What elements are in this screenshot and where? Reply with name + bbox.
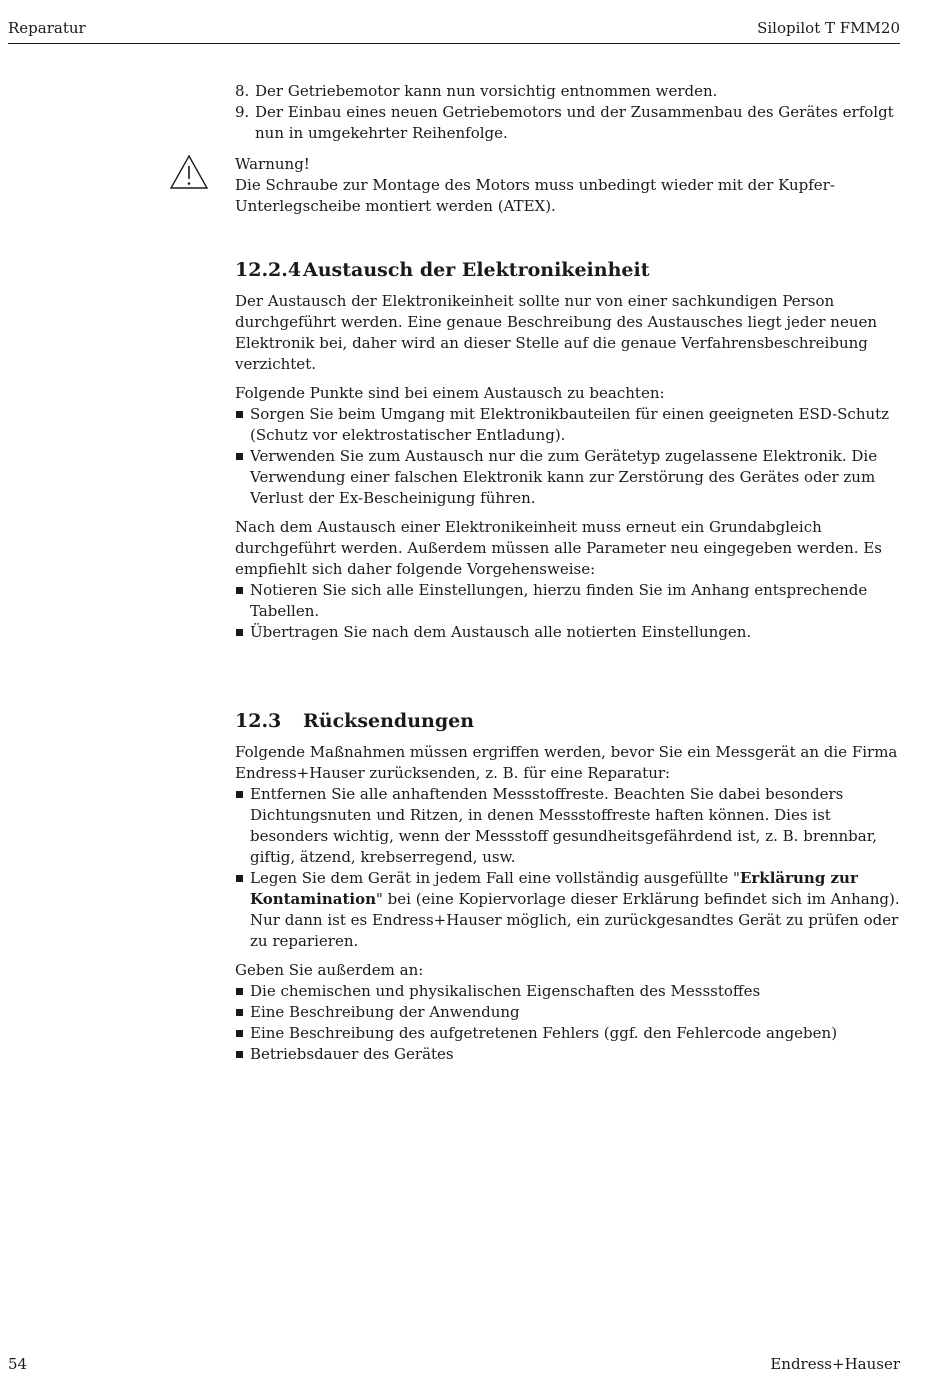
bullet-square-icon <box>236 988 243 995</box>
list-item-text: Entfernen Sie alle anhaftenden Messstoffreste. Beachten Sie dabei besonders Dichtungsnuten und Ritzen, in denen Messstoffreste haften können. Dies ist besonders wichtig, wenn der Messstoff gesundheitsgefährdend ist, z. B. brennbar, giftig, ätzend, krebserregend, usw. <box>250 785 878 866</box>
list-item <box>235 446 900 509</box>
after-paragraph: Nach dem Austausch einer Elektronikeinheit muss erneut ein Grundabgleich durchgeführt werden. Außerdem müssen alle Parameter neu eingegeben werden. Es empfiehlt sich daher folgende Vorgehensweise: <box>235 518 882 578</box>
list-item-text-after: " bei (eine Kopiervorlage dieser Erklärung befindet sich im Anhang). Nur dann ist es Endress+Hauser möglich, ein zurückgesandtes Gerät zu prüfen oder zu reparieren. <box>250 890 900 950</box>
bullet-square-icon <box>236 411 243 418</box>
list-item-text-before: Legen Sie dem Gerät in jedem Fall eine vollständig ausgefüllte " <box>250 869 740 887</box>
section-heading <box>235 257 900 283</box>
bullet-square-icon <box>236 1051 243 1058</box>
list-item <box>235 580 900 622</box>
step-number: 8. <box>235 82 250 100</box>
points-lead: Folgende Punkte sind bei einem Austausch zu beachten: <box>235 384 665 402</box>
section-number: 12.2.4 <box>235 259 302 281</box>
contamination-declaration-emphasis: Erklärung zur Kontamination <box>250 869 858 908</box>
step-list <box>235 81 900 144</box>
bullet-square-icon <box>236 1009 243 1016</box>
bullet-square-icon <box>236 587 243 594</box>
page-number: 54 <box>8 1355 28 1373</box>
list-item-text: Notieren Sie sich alle Einstellungen, hierzu finden Sie im Anhang entsprechende Tabellen. <box>250 581 868 620</box>
header-rule <box>8 43 900 44</box>
list-item <box>235 981 900 1002</box>
warning-title: Warnung! <box>235 155 310 173</box>
bullet-square-icon <box>236 629 243 636</box>
list-item <box>235 784 900 868</box>
step-text: Der Einbau eines neuen Getriebemotors und der Zusammenbau des Gerätes erfolgt nun in umgekehrter Reihenfolge. <box>255 103 894 142</box>
list-item-text: Übertragen Sie nach dem Austausch alle notierten Einstellungen. <box>250 623 752 641</box>
list-item <box>235 404 900 446</box>
list-item-text: Betriebsdauer des Gerätes <box>250 1045 454 1063</box>
list-item <box>235 1002 900 1023</box>
bullet-list <box>235 981 900 1065</box>
bullet-list <box>235 784 900 952</box>
bullet-square-icon <box>236 453 243 460</box>
list-item-text: Verwenden Sie zum Austausch nur die zum Gerätetyp zugelassene Elektronik. Die Verwendung einer falschen Elektronik kann zur Zerstörung des Gerätes oder zum Verlust der Ex-Bescheinigung führen. <box>250 447 878 507</box>
step-item <box>235 102 900 144</box>
page-content <box>235 81 900 1065</box>
warning-text: Die Schraube zur Montage des Motors muss unbedingt wieder mit der Kupfer-Unterlegscheibe montiert werden (ATEX). <box>235 176 835 215</box>
list-item-text: Eine Beschreibung des aufgetretenen Fehlers (ggf. den Fehlercode angeben) <box>250 1024 838 1042</box>
brand-name: Endress+Hauser <box>770 1355 900 1373</box>
header-section-title: Reparatur <box>8 19 86 37</box>
section-intro: Der Austausch der Elektronikeinheit sollte nur von einer sachkundigen Person durchgeführt werden. Eine genaue Beschreibung des Austausches liegt jeder neuen Elektronik bei, daher wird an dieser Stelle auf die genaue Verfahrensbeschreibung verzichtet. <box>235 292 878 373</box>
bullet-square-icon <box>236 791 243 798</box>
list-item-text: Eine Beschreibung der Anwendung <box>250 1003 520 1021</box>
bullet-list <box>235 580 900 643</box>
section-title: Austausch der Elektronikeinheit <box>303 259 650 281</box>
step-item <box>235 81 900 102</box>
warning-block <box>235 154 900 217</box>
header-product-name: Silopilot T FMM20 <box>757 19 900 37</box>
bullet-list <box>235 404 900 509</box>
section-intro: Folgende Maßnahmen müssen ergriffen werden, bevor Sie ein Messgerät an die Firma Endress+Hauser zurücksenden, z. B. für eine Reparatur: <box>235 743 898 782</box>
also-lead: Geben Sie außerdem an: <box>235 961 424 979</box>
list-item-text: Die chemischen und physikalischen Eigenschaften des Messstoffes <box>250 982 761 1000</box>
section-heading <box>235 708 900 734</box>
list-item <box>235 1023 900 1044</box>
page-header <box>8 18 900 38</box>
section-title: Rücksendungen <box>303 710 475 732</box>
list-item-text: Sorgen Sie beim Umgang mit Elektronikbauteilen für einen geeigneten ESD-Schutz (Schutz vor elektrostatischer Entladung). <box>250 405 890 444</box>
list-item <box>235 622 900 643</box>
page-footer <box>8 1354 900 1374</box>
list-item <box>235 868 900 952</box>
bullet-square-icon <box>236 875 243 882</box>
section-number: 12.3 <box>235 710 282 732</box>
bullet-square-icon <box>236 1030 243 1037</box>
list-item <box>235 1044 900 1065</box>
warning-triangle-icon <box>169 154 209 190</box>
step-text: Der Getriebemotor kann nun vorsichtig entnommen werden. <box>255 82 718 100</box>
step-number: 9. <box>235 103 250 121</box>
